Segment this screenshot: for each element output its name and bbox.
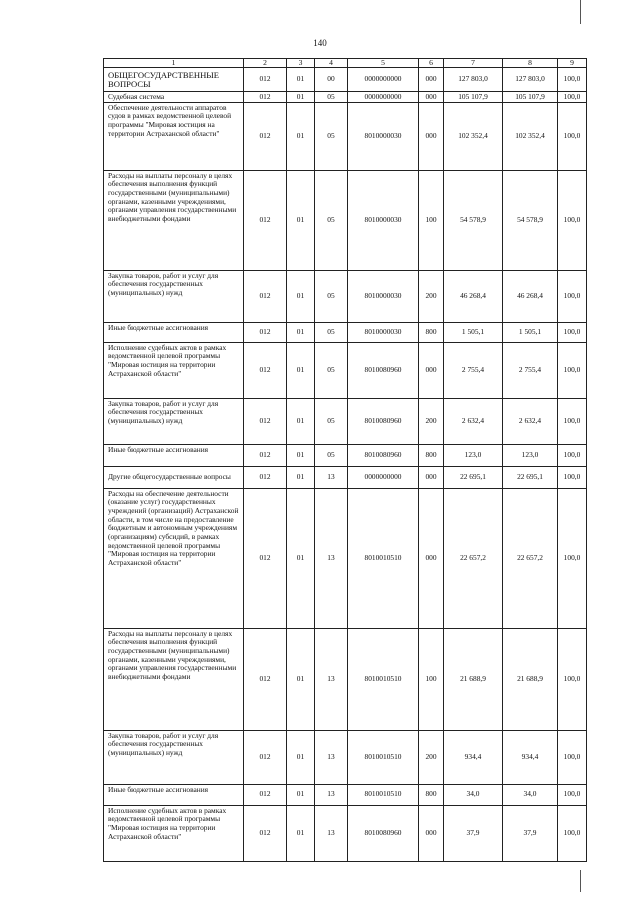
- table-row: [104, 730, 587, 784]
- cell-planned-amount: 105 107,9: [444, 92, 503, 103]
- budget-table: [103, 58, 587, 862]
- cell-planned-amount: 46 268,4: [444, 270, 503, 322]
- column-number: 2: [244, 59, 287, 68]
- cell-section: 01: [287, 628, 315, 730]
- table-row: [104, 322, 587, 342]
- cell-percent: 100,0: [558, 628, 587, 730]
- row-description: Исполнение судебных актов в рамках ведомственной целевой программы "Мировая юстиция на территории Астраханской области": [104, 805, 244, 861]
- row-description: Обеспечение деятельности аппаратов судов в рамках ведомственной целевой программы "Мировая юстиция на территории Астраханской области": [104, 102, 244, 170]
- cell-subsection: 05: [315, 102, 348, 170]
- cell-planned-amount: 22 657,2: [444, 488, 503, 628]
- cell-percent: 100,0: [558, 730, 587, 784]
- cell-section: 01: [287, 322, 315, 342]
- column-number: 8: [503, 59, 558, 68]
- cell-expense-type: 800: [419, 784, 444, 805]
- cell-percent: 100,0: [558, 784, 587, 805]
- column-number: 9: [558, 59, 587, 68]
- cell-section: 01: [287, 92, 315, 103]
- cell-executed-amount: 46 268,4: [503, 270, 558, 322]
- table-row: [104, 784, 587, 805]
- row-description: Расходы на выплаты персоналу в целях обеспечения выполнения функций государственными (муниципальными) органами, казенными учреждениями, органами управления государственными внебюджетными фондами: [104, 628, 244, 730]
- table-row: [104, 444, 587, 466]
- cell-subsection: 13: [315, 488, 348, 628]
- cell-admin-code: 012: [244, 322, 287, 342]
- cell-expense-type: 000: [419, 466, 444, 488]
- row-description: Другие общегосударственные вопросы: [104, 466, 244, 488]
- cell-target-article: 0000000000: [348, 92, 419, 103]
- table-row: [104, 170, 587, 270]
- cell-section: 01: [287, 730, 315, 784]
- cell-expense-type: 000: [419, 92, 444, 103]
- cell-target-article: 8010080960: [348, 444, 419, 466]
- cell-executed-amount: 2 632,4: [503, 398, 558, 444]
- row-description: ОБЩЕГОСУДАРСТВЕННЫЕ ВОПРОСЫ: [104, 68, 244, 92]
- cell-planned-amount: 102 352,4: [444, 102, 503, 170]
- row-description: Закупка товаров, работ и услуг для обеспечения государственных (муниципальных) нужд: [104, 270, 244, 322]
- cell-admin-code: 012: [244, 68, 287, 92]
- table-row: [104, 805, 587, 861]
- cell-target-article: 8010080960: [348, 805, 419, 861]
- cell-planned-amount: 34,0: [444, 784, 503, 805]
- cell-subsection: 05: [315, 170, 348, 270]
- cell-percent: 100,0: [558, 805, 587, 861]
- row-description: Исполнение судебных актов в рамках ведомственной целевой программы "Мировая юстиция на территории Астраханской области": [104, 342, 244, 398]
- table-row: [104, 270, 587, 322]
- cell-section: 01: [287, 68, 315, 92]
- row-description: Закупка товаров, работ и услуг для обеспечения государственных (муниципальных) нужд: [104, 398, 244, 444]
- cell-executed-amount: 34,0: [503, 784, 558, 805]
- cell-percent: 100,0: [558, 398, 587, 444]
- cell-admin-code: 012: [244, 784, 287, 805]
- cell-executed-amount: 127 803,0: [503, 68, 558, 92]
- cell-percent: 100,0: [558, 322, 587, 342]
- cell-subsection: 00: [315, 68, 348, 92]
- cell-expense-type: 200: [419, 730, 444, 784]
- column-number: 4: [315, 59, 348, 68]
- cell-executed-amount: 37,9: [503, 805, 558, 861]
- cell-admin-code: 012: [244, 92, 287, 103]
- cell-planned-amount: 2 755,4: [444, 342, 503, 398]
- cell-executed-amount: 105 107,9: [503, 92, 558, 103]
- cell-admin-code: 012: [244, 805, 287, 861]
- column-number: 5: [348, 59, 419, 68]
- cell-admin-code: 012: [244, 730, 287, 784]
- row-description: Закупка товаров, работ и услуг для обеспечения государственных (муниципальных) нужд: [104, 730, 244, 784]
- cell-target-article: 8010010510: [348, 730, 419, 784]
- table-row: [104, 398, 587, 444]
- cell-percent: 100,0: [558, 170, 587, 270]
- cell-expense-type: 000: [419, 68, 444, 92]
- cell-expense-type: 000: [419, 342, 444, 398]
- column-number: 7: [444, 59, 503, 68]
- cell-section: 01: [287, 805, 315, 861]
- cell-section: 01: [287, 488, 315, 628]
- cell-target-article: 0000000000: [348, 466, 419, 488]
- cell-percent: 100,0: [558, 102, 587, 170]
- margin-mark-bottom: [580, 870, 581, 892]
- cell-expense-type: 200: [419, 270, 444, 322]
- cell-expense-type: 100: [419, 170, 444, 270]
- cell-percent: 100,0: [558, 270, 587, 322]
- cell-executed-amount: 1 505,1: [503, 322, 558, 342]
- cell-planned-amount: 127 803,0: [444, 68, 503, 92]
- cell-subsection: 05: [315, 444, 348, 466]
- cell-admin-code: 012: [244, 628, 287, 730]
- cell-expense-type: 000: [419, 805, 444, 861]
- cell-section: 01: [287, 398, 315, 444]
- column-number: 6: [419, 59, 444, 68]
- cell-target-article: 8010000030: [348, 270, 419, 322]
- cell-percent: 100,0: [558, 68, 587, 92]
- margin-mark-top: [580, 0, 581, 24]
- cell-executed-amount: 2 755,4: [503, 342, 558, 398]
- table-row: [104, 92, 587, 103]
- cell-admin-code: 012: [244, 488, 287, 628]
- cell-executed-amount: 54 578,9: [503, 170, 558, 270]
- row-description: Иные бюджетные ассигнования: [104, 444, 244, 466]
- cell-target-article: 0000000000: [348, 68, 419, 92]
- cell-executed-amount: 22 657,2: [503, 488, 558, 628]
- cell-section: 01: [287, 444, 315, 466]
- cell-percent: 100,0: [558, 466, 587, 488]
- table-header-row: [104, 59, 587, 68]
- cell-planned-amount: 934,4: [444, 730, 503, 784]
- cell-target-article: 8010080960: [348, 342, 419, 398]
- table-row: [104, 102, 587, 170]
- cell-target-article: 8010080960: [348, 398, 419, 444]
- cell-planned-amount: 123,0: [444, 444, 503, 466]
- cell-admin-code: 012: [244, 444, 287, 466]
- cell-admin-code: 012: [244, 102, 287, 170]
- cell-target-article: 8010010510: [348, 488, 419, 628]
- cell-section: 01: [287, 342, 315, 398]
- cell-admin-code: 012: [244, 170, 287, 270]
- cell-subsection: 13: [315, 805, 348, 861]
- column-number: 3: [287, 59, 315, 68]
- row-description: Судебная система: [104, 92, 244, 103]
- cell-section: 01: [287, 784, 315, 805]
- table-row: [104, 466, 587, 488]
- cell-subsection: 05: [315, 398, 348, 444]
- cell-section: 01: [287, 102, 315, 170]
- cell-planned-amount: 54 578,9: [444, 170, 503, 270]
- cell-expense-type: 800: [419, 322, 444, 342]
- cell-subsection: 05: [315, 92, 348, 103]
- cell-target-article: 8010000030: [348, 102, 419, 170]
- cell-subsection: 13: [315, 466, 348, 488]
- row-description: Расходы на выплаты персоналу в целях обеспечения выполнения функций государственными (муниципальными) органами, казенными учреждениями, органами управления государственными внебюджетными фондами: [104, 170, 244, 270]
- table-row: [104, 342, 587, 398]
- cell-target-article: 8010000030: [348, 170, 419, 270]
- cell-expense-type: 000: [419, 488, 444, 628]
- row-description: Иные бюджетные ассигнования: [104, 322, 244, 342]
- cell-planned-amount: 2 632,4: [444, 398, 503, 444]
- cell-subsection: 05: [315, 342, 348, 398]
- cell-admin-code: 012: [244, 398, 287, 444]
- row-description: Иные бюджетные ассигнования: [104, 784, 244, 805]
- cell-section: 01: [287, 466, 315, 488]
- cell-subsection: 05: [315, 270, 348, 322]
- cell-planned-amount: 22 695,1: [444, 466, 503, 488]
- page-number: 140: [313, 38, 327, 48]
- cell-subsection: 13: [315, 784, 348, 805]
- cell-subsection: 05: [315, 322, 348, 342]
- cell-admin-code: 012: [244, 342, 287, 398]
- cell-subsection: 13: [315, 730, 348, 784]
- cell-section: 01: [287, 270, 315, 322]
- cell-planned-amount: 1 505,1: [444, 322, 503, 342]
- cell-section: 01: [287, 170, 315, 270]
- cell-executed-amount: 102 352,4: [503, 102, 558, 170]
- cell-executed-amount: 934,4: [503, 730, 558, 784]
- cell-planned-amount: 21 688,9: [444, 628, 503, 730]
- cell-percent: 100,0: [558, 444, 587, 466]
- cell-percent: 100,0: [558, 488, 587, 628]
- cell-expense-type: 000: [419, 102, 444, 170]
- table-row: [104, 68, 587, 92]
- cell-percent: 100,0: [558, 92, 587, 103]
- table-row: [104, 628, 587, 730]
- cell-executed-amount: 123,0: [503, 444, 558, 466]
- cell-target-article: 8010000030: [348, 322, 419, 342]
- column-number: 1: [104, 59, 244, 68]
- table-row: [104, 488, 587, 628]
- cell-percent: 100,0: [558, 342, 587, 398]
- cell-planned-amount: 37,9: [444, 805, 503, 861]
- cell-expense-type: 200: [419, 398, 444, 444]
- cell-target-article: 8010010510: [348, 784, 419, 805]
- cell-expense-type: 800: [419, 444, 444, 466]
- cell-target-article: 8010010510: [348, 628, 419, 730]
- cell-executed-amount: 21 688,9: [503, 628, 558, 730]
- cell-executed-amount: 22 695,1: [503, 466, 558, 488]
- cell-admin-code: 012: [244, 466, 287, 488]
- cell-admin-code: 012: [244, 270, 287, 322]
- cell-expense-type: 100: [419, 628, 444, 730]
- cell-subsection: 13: [315, 628, 348, 730]
- row-description: Расходы на обеспечение деятельности (оказание услуг) государственных учреждений (организаций) Астраханской области, в том числе на предоставление бюджетным и автономным учреждениям (организациям) субсидий, в рамках ведомственной целевой программы "Мировая юстиция на территории Астраханской области": [104, 488, 244, 628]
